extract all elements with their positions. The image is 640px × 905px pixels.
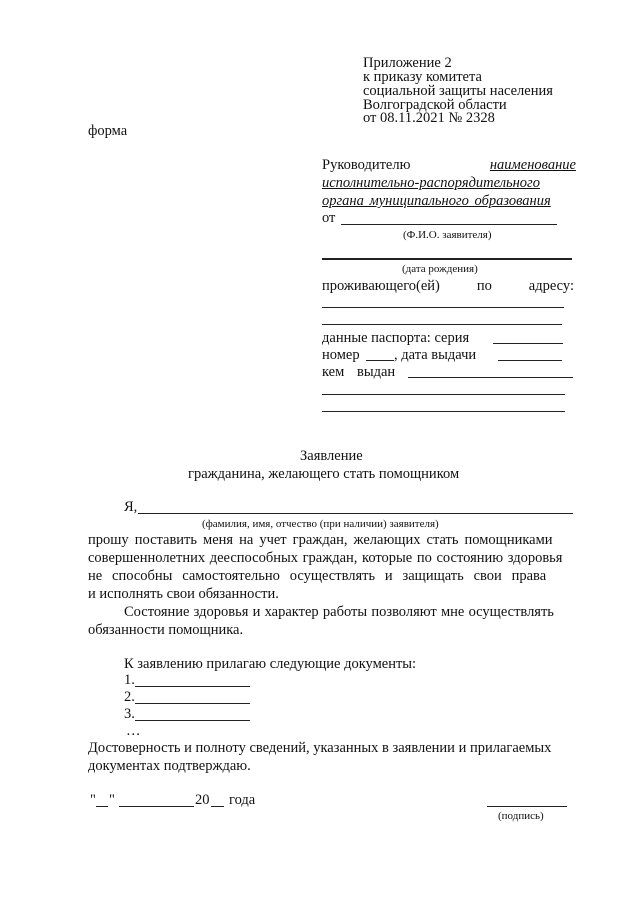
paragraph-2-line-1: Состояние здоровья и характер работы позволяют мне осуществлять bbox=[124, 604, 554, 620]
passport-number-label: номер bbox=[322, 347, 360, 363]
residing-word-1: проживающего(ей) bbox=[322, 278, 440, 294]
issued-by-word-1: кем bbox=[322, 364, 345, 380]
passport-date-label: , дата выдачи bbox=[394, 347, 477, 363]
date-month-field[interactable] bbox=[119, 806, 194, 807]
paragraph-1-line-1: прошу поставить меня на учет граждан, желающих стать помощниками bbox=[88, 532, 553, 548]
attachment-number-2: 2. bbox=[124, 689, 135, 705]
fio-field-line[interactable] bbox=[341, 224, 557, 225]
attachments-intro: К заявлению прилагаю следующие документы: bbox=[124, 656, 417, 672]
residing-word-2: по bbox=[476, 278, 492, 294]
dob-field-line[interactable] bbox=[322, 258, 572, 260]
paragraph-1-line-2: совершеннолетних дееспособных граждан, которые по состоянию здоровья bbox=[88, 550, 563, 566]
from-label: от bbox=[322, 210, 336, 226]
to-label: Руководителю bbox=[322, 157, 411, 173]
appendix-line-1: Приложение 2 bbox=[363, 55, 452, 71]
paragraph-1-line-4: и исполнять свои обязанности. bbox=[88, 586, 279, 602]
signature-field[interactable] bbox=[487, 806, 567, 807]
passport-number-field[interactable] bbox=[366, 360, 394, 361]
residing-word-3: адресу: bbox=[528, 278, 574, 294]
attachment-number-1: 1. bbox=[124, 672, 135, 688]
confirm-line-1: Достоверность и полноту сведений, указанных в заявлении и прилагаемых bbox=[88, 740, 552, 756]
address-field-line-1[interactable] bbox=[322, 307, 564, 308]
issued-by-field-1[interactable] bbox=[408, 377, 573, 378]
applicant-fio-field[interactable] bbox=[138, 513, 573, 514]
statement-subtitle: гражданина, желающего стать помощником bbox=[188, 466, 460, 482]
attachment-field-3[interactable] bbox=[135, 720, 250, 721]
ya-label: Я, bbox=[124, 499, 138, 515]
attachment-field-2[interactable] bbox=[135, 703, 250, 704]
date-year-field[interactable] bbox=[211, 806, 224, 807]
date-quote-close: " bbox=[109, 792, 115, 808]
attachment-number-3: 3. bbox=[124, 706, 135, 722]
org-name-2: исполнительно-распорядительного bbox=[322, 175, 540, 191]
appendix-line-3: социальной защиты населения bbox=[363, 83, 553, 99]
confirm-line-2: документах подтверждаю. bbox=[88, 758, 251, 774]
appendix-line-2: к приказу комитета bbox=[363, 69, 482, 85]
date-year-prefix: 20 bbox=[195, 792, 210, 808]
paragraph-1-line-3: не способны самостоятельно осуществлять и защищать свои права bbox=[88, 568, 547, 584]
date-day-field[interactable] bbox=[96, 806, 108, 807]
residing-line bbox=[322, 279, 574, 294]
date-quote-open: " bbox=[90, 792, 96, 808]
appendix-line-5: от 08.11.2021 № 2328 bbox=[363, 110, 495, 126]
appendix-line-4: Волгоградской области bbox=[363, 97, 507, 113]
applicant-fio-hint: (фамилия, имя, отчество (при наличии) заявителя) bbox=[202, 518, 439, 530]
statement-title: Заявление bbox=[300, 448, 363, 464]
date-year-word: года bbox=[229, 792, 256, 808]
passport-series-field[interactable] bbox=[493, 343, 563, 344]
attachment-field-1[interactable] bbox=[135, 686, 250, 687]
attachment-ellipsis: … bbox=[126, 723, 141, 739]
form-label: форма bbox=[88, 123, 128, 139]
address-field-line-2[interactable] bbox=[322, 324, 562, 325]
signature-hint: (подпись) bbox=[498, 810, 544, 822]
passport-series-label: данные паспорта: серия bbox=[322, 330, 470, 346]
issued-by-field-3[interactable] bbox=[322, 411, 565, 412]
paragraph-2-line-2: обязанности помощника. bbox=[88, 622, 244, 638]
fio-hint: (Ф.И.О. заявителя) bbox=[403, 229, 492, 241]
issued-by-field-2[interactable] bbox=[322, 394, 565, 395]
issued-by-word-2: выдан bbox=[357, 364, 396, 380]
passport-date-field[interactable] bbox=[498, 360, 562, 361]
addressee-line-1 bbox=[322, 158, 576, 173]
org-name-3: органа муниципального образования bbox=[322, 193, 551, 209]
org-name-1: наименование bbox=[489, 157, 576, 173]
dob-hint: (дата рождения) bbox=[402, 263, 478, 275]
